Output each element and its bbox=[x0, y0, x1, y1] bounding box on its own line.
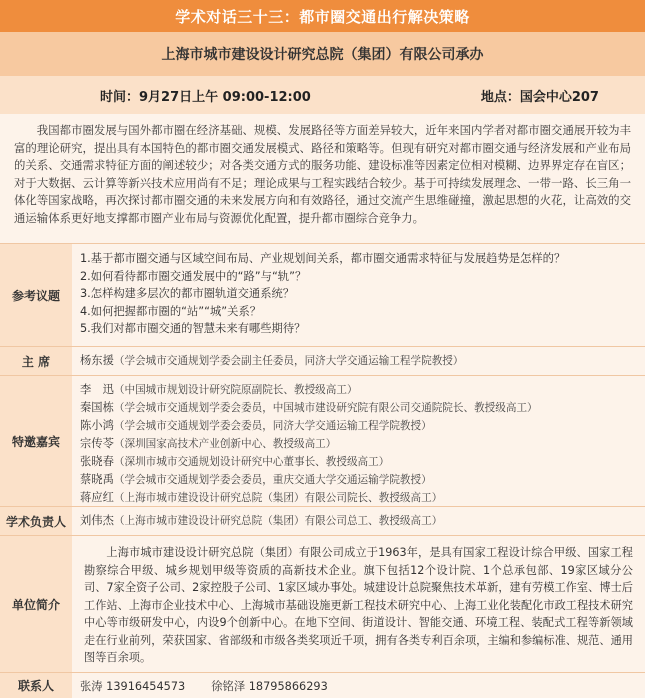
guest-desc: （中国城市规划设计研究院原副院长、教授级高工） bbox=[113, 384, 358, 396]
guest-name: 秦国栋 bbox=[80, 401, 114, 414]
guest-desc: （学会城市交通规划学委会委员，重庆交通大学交通运输学院教授） bbox=[113, 474, 432, 486]
guest-name: 蔡晓禹 bbox=[80, 473, 114, 486]
guest-desc: （学会城市交通规划学委会委员，同济大学交通运输工程学院教授） bbox=[113, 420, 432, 432]
topics-row bbox=[0, 244, 645, 347]
topics-list bbox=[72, 244, 645, 346]
topic-item: 3.怎样构建多层次的都市圈轨道交通系统？ bbox=[80, 287, 295, 301]
unit-label: 单位简介 bbox=[0, 536, 72, 672]
chair-name: 杨东援 bbox=[80, 354, 114, 367]
contact-row bbox=[0, 673, 645, 698]
guest-item bbox=[80, 435, 637, 453]
guest-name: 陈小鸿 bbox=[80, 419, 114, 432]
guest-item bbox=[80, 471, 637, 489]
lead-label: 学术负责人 bbox=[0, 507, 72, 535]
guest-desc: （深圳国家高技术产业创新中心、教授级高工） bbox=[113, 438, 337, 450]
guest-name: 李 迅 bbox=[80, 383, 114, 396]
lead-name: 刘伟杰 bbox=[80, 514, 114, 527]
topic-item: 2.如何看待都市圈交通发展中的“路”与“轨”？ bbox=[80, 269, 307, 283]
guest-desc: （学会城市交通规划学委会委员，中国城市建设研究院有限公司交通院院长、教授级高工） bbox=[113, 402, 538, 414]
unit-text: 上海市城市建设设计研究总院（集团）有限公司成立于1963年，是具有国家工程设计综合甲级、国家工程勘察综合甲级、城乡规划甲级等资质的高新技术企业。旗下包括12个设计院、1个总承包部、19家区域分公司、7家全资子公司、2家控股子公司、1家区域办事处。城建设计总院聚焦技术革新，建有劳模工作室、博士后工作站、上海市企业技术中心、上海城市基础设施更新工程技术研究中心、上海工业化装配化市政工程技术研究中心等市级研发中心，内设9个创新中心。在地下空间、街道设计、智能交通、环境工程、装配式工程等新领域走在行业前列，荣获国家、省部级和市级各类奖项近千项，拥有各类专利百余项，主编和参编标准、规范、通用图等百余项。 bbox=[84, 546, 633, 664]
guest-item bbox=[80, 489, 637, 507]
chair-label: 主 席 bbox=[0, 347, 72, 375]
intro-paragraph: 我国都市圈发展与国外都市圈在经济基础、规模、发展路径等方面差异较大，近年来国内学者对都市圈交通展开较为丰富的理论研究，提出具有本国特色的都市圈交通发展模式、路径和策略等。但现有研究对都市圈交通与经济发展和产业布局的关系、交通需求特征方面的阐述较少；对各类交通方式的服务功能、建设标准等因素定位相对模糊、边界界定存在盲区；对于大数据、云计算等新兴技术应用尚有不足；理论成果与工程实践结合较少。基于可持续发展理念、一带一路、长三角一体化等国家战略，再次探讨都市圈交通的未来发展方向和有效路径，通过交流产生思维碰撞，激起思想的火花，让高效的交通运输体系更好地支撑都市圈产业布局与资源优化配置，提升都市圈综合竞争力。 bbox=[0, 114, 645, 244]
contact-content bbox=[72, 673, 645, 698]
topic-item: 1.基于都市圈交通与区域空间布局、产业规划间关系，都市圈交通需求特征与发展趋势是怎样的？ bbox=[80, 252, 566, 265]
event-time: 时间：9月27日上午 09:00-12:00 bbox=[100, 89, 311, 105]
unit-row bbox=[0, 536, 645, 673]
guest-name: 蒋应红 bbox=[80, 491, 114, 504]
host-organization: 上海市城市建设设计研究总院（集团）有限公司承办 bbox=[0, 32, 645, 76]
event-location: 地点：国会中心207 bbox=[480, 89, 599, 105]
guest-desc: （上海市城市建设设计研究总院（集团）有限公司院长、教授级高工） bbox=[113, 492, 443, 504]
chair-content bbox=[72, 347, 645, 375]
guest-item bbox=[80, 381, 637, 399]
guests-label: 特邀嘉宾 bbox=[0, 376, 72, 506]
guest-item bbox=[80, 453, 637, 471]
page-title: 学术对话三十三：都市圈交通出行解决策略 bbox=[0, 0, 645, 32]
lead-desc: （上海市城市建设设计研究总院（集团）有限公司总工、教授级高工） bbox=[113, 515, 443, 527]
chair-desc: （学会城市交通规划学委会副主任委员，同济大学交通运输工程学院教授） bbox=[113, 355, 464, 367]
topic-item: 4.如何把握都市圈的“站”“城”关系？ bbox=[80, 304, 262, 318]
lead-row bbox=[0, 507, 645, 536]
contact-person-1: 张涛 13916454573 bbox=[80, 679, 186, 693]
guests-list bbox=[72, 376, 645, 506]
topics-label: 参考议题 bbox=[0, 244, 72, 346]
guest-desc: （深圳市城市交通规划设计研究中心董事长、教授级高工） bbox=[113, 456, 390, 468]
topic-item: 5.我们对都市圈交通的智慧未来有哪些期待？ bbox=[80, 322, 306, 336]
contact-label: 联系人 bbox=[0, 673, 72, 698]
guest-name: 宗传苓 bbox=[80, 437, 114, 450]
guests-row bbox=[0, 376, 645, 507]
lead-content bbox=[72, 507, 645, 535]
guest-name: 张晓春 bbox=[80, 455, 114, 468]
guest-item bbox=[80, 399, 637, 417]
chair-row bbox=[0, 347, 645, 376]
guest-item bbox=[80, 417, 637, 435]
time-location-bar bbox=[0, 76, 645, 114]
contact-person-2: 徐铭泽 18795866293 bbox=[211, 679, 328, 693]
